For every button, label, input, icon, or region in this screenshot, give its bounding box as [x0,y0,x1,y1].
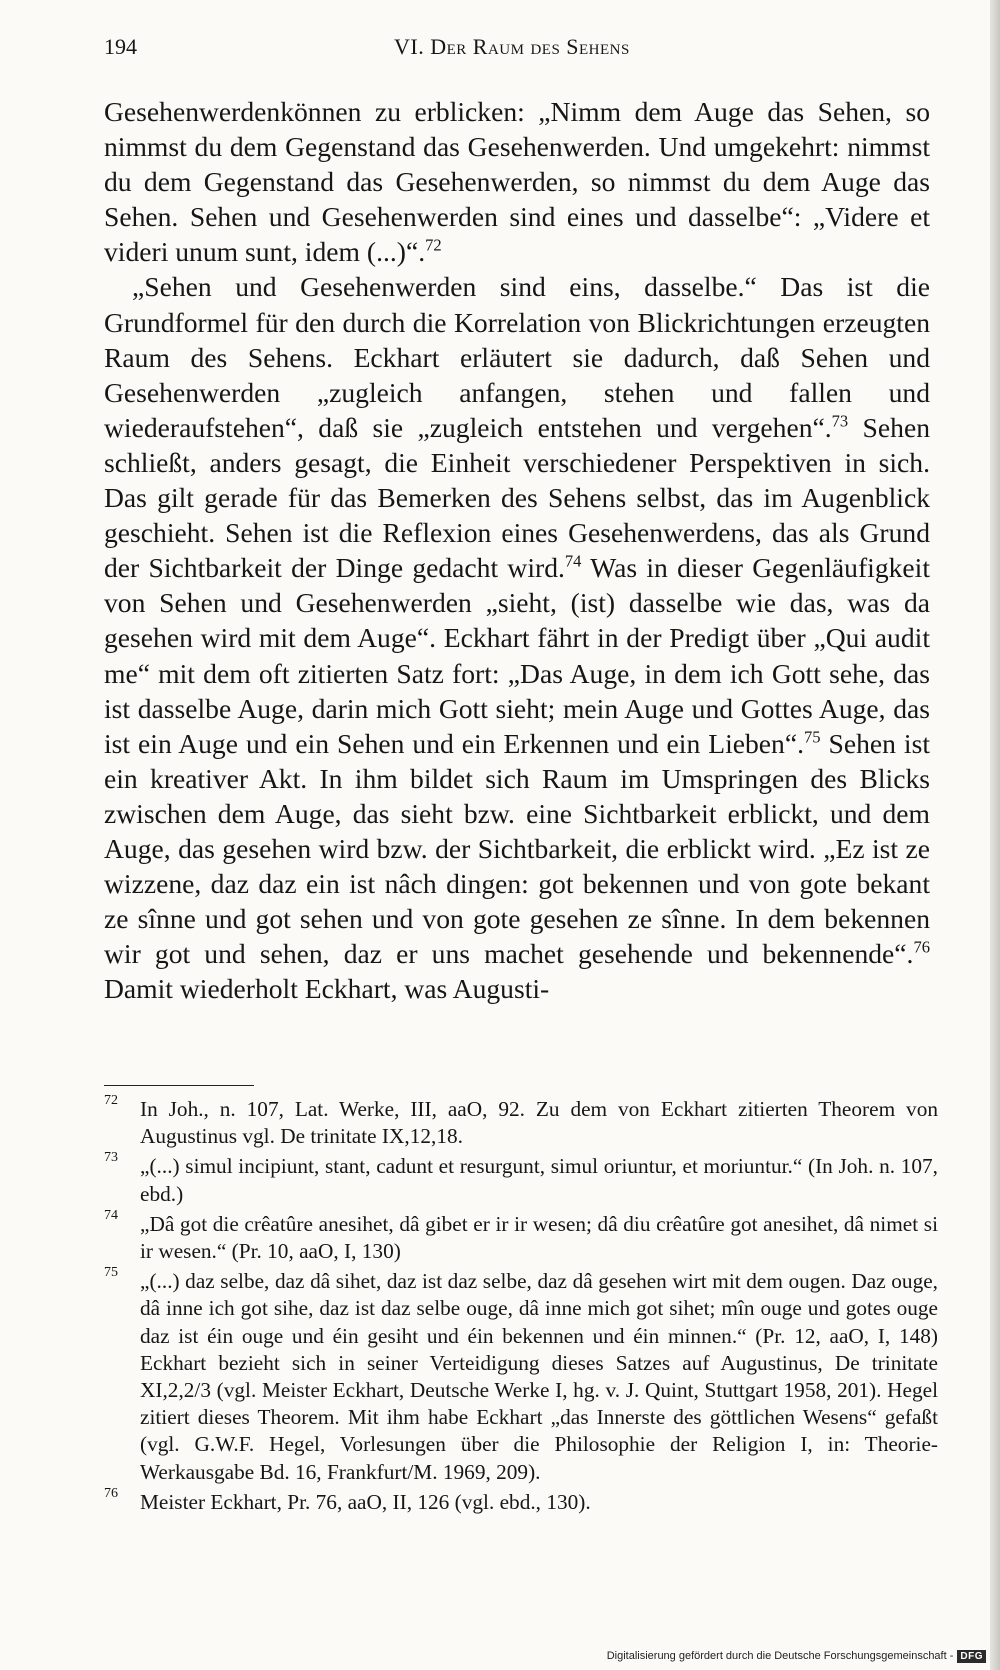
footnote-number: 72 [104,1093,118,1108]
footnote-text: In Joh., n. 107, Lat. Werke, III, aaO, 92. Zu dem von Eckhart zitierten Theorem von Augustinus vgl. De trinitate IX,12,18. [140,1097,938,1149]
footnote-text: „Dâ got die crêatûre anesihet, dâ gibet er ir ir wesen; dâ diu crêatûre got anesihet, dâ nimet si ir wesen.“ (Pr. 10, aaO, I, 130) [140,1211,938,1264]
footnote-number: 74 [104,1207,118,1223]
body-text [104,94,930,1006]
footer-credit [607,1646,986,1666]
footnote-reference[interactable]: 75 [803,726,821,746]
footnote-text: Meister Eckhart, Pr. 76, aaO, II, 126 (vgl. ebd., 130). [140,1489,591,1514]
paragraph-text: Was in dieser Gegenläufigkeit von Sehen und Gesehenwerden „sieht, (ist) dasselbe wie das, was da gesehen wird mit dem Auge“. Eckhart fährt in der Predigt über „Qui audit me“ mit dem oft zitierten Satz fort: „Das Auge, in dem ich Gott sehe, das ist dasselbe Auge, darin mich Gott sieht; mein Auge und Gottes Auge, das ist ein Auge und ein Sehen und ein Erkennen und ein Lieben“. [104,552,930,759]
footnote-reference[interactable]: 72 [425,235,442,255]
paragraph-text: Sehen schließt, anders gesagt, die Einheit verschiedener Perspektiven in sich. Das gilt gerade für das Bemerken des Sehens selbst, das im Augenblick geschieht. Sehen ist die Reflexion eines Gesehenwerdens, das als Grund der Sichtbarkeit der Dinge gedacht wird. [104,411,930,584]
footnote-rule [104,1085,254,1086]
paragraph-text: Gesehenwerdenkönnen zu erblicken: „Nimm dem Auge das Sehen, so nimmst du dem Gegenstand das Gesehenwerden. Und umgekehrt: nimmst du dem Gegenstand das Gesehenwerden, so nimmst du dem Auge das Sehen. Sehen und Gesehenwerden sind eines und dasselbe“: „Videre et videri unum sunt, idem (...)“. [104,96,930,268]
page-header [104,34,930,66]
footnote [104,1265,938,1486]
footnote-number: 73 [104,1150,118,1166]
paragraph [104,94,930,269]
footnote [104,1207,938,1265]
page-number: 194 [104,34,137,59]
footnote-text: „(...) simul incipiunt, stant, cadunt et resurgunt, simul oriuntur, et moriuntur.“ (In Joh. n. 107, ebd.) [140,1154,938,1206]
footnote-number: 75 [104,1265,118,1281]
page-edge [990,0,1000,1670]
paragraph [104,269,930,1006]
footnote-reference[interactable]: 76 [913,937,930,957]
footnotes [104,1093,938,1516]
footnote-reference[interactable]: 74 [564,551,582,571]
footer-credit-text: Digitalisierung gefördert durch die Deutsche Forschungsgemeinschaft - [606,1650,954,1662]
footnote [104,1485,938,1516]
paragraph-text: Damit wiederholt Eckhart, was Augusti- [104,973,550,1005]
running-head: VI. Der Raum des Sehens [394,34,630,59]
footnote-number: 76 [104,1485,118,1501]
dfg-logo: DFG [957,1650,986,1663]
footnote-text: „(...) daz selbe, daz dâ sihet, daz ist daz selbe, daz dâ gesehen wirt mit dem ougen. Daz ouge, dâ inne ich got sihe, daz ist daz selbe ouge, dâ inne mich got sihet; mîn ouge und gotes ouge daz ist éin ouge und éin gesiht und éin bekennen und éin minnen.“ (Pr. 12, aaO, I, 148) Eckhart bezieht sich in seiner Verteidigung dieses Satzes auf Augustinus, De trinitate XI,2,2/3 (vgl. Meister Eckhart, Deutsche Werke I, hg. v. J. Quint, Stuttgart 1958, 201). Hegel zitiert dieses Theorem. Mit ihm habe Eckhart „das Innerste des göttlichen Wesens“ gefaßt (vgl. G.W.F. Hegel, Vorlesungen über die Philosophie der Religion I, in: Theorie-Werkausgabe Bd. 16, Frankfurt/M. 1969, 209). [140,1269,938,1484]
paragraph-text: Sehen ist ein kreativer Akt. In ihm bildet sich Raum im Umspringen des Blicks zwischen dem Auge, das sieht bzw. eine Sichtbarkeit erblickt, und dem Auge, das gesehen wird bzw. der Sichtbarkeit, die erblickt wird. „Ez ist ze wizzene, daz daz ein ist nâch dingen: got bekennen und von gote bekant ze sînne und got sehen und von gote gesehen ze sînne. In dem bekennen wir got und sehen, daz er uns machet gesehende und bekennende“. [104,727,930,970]
footnote-reference[interactable]: 73 [831,411,849,431]
footnote [104,1150,938,1207]
footnote [104,1093,938,1150]
paragraph-text: „Sehen und Gesehenwerden sind eins, dasselbe.“ Das ist die Grundformel für den durch die Korrelation von Blickrichtungen erzeugten Raum des Sehens. Eckhart erläutert sie dadurch, daß Sehen und Gesehenwerden „zugleich anfangen, stehen und fallen und wiederaufstehen“, daß sie „zugleich entstehen und vergehen“. [104,271,930,443]
